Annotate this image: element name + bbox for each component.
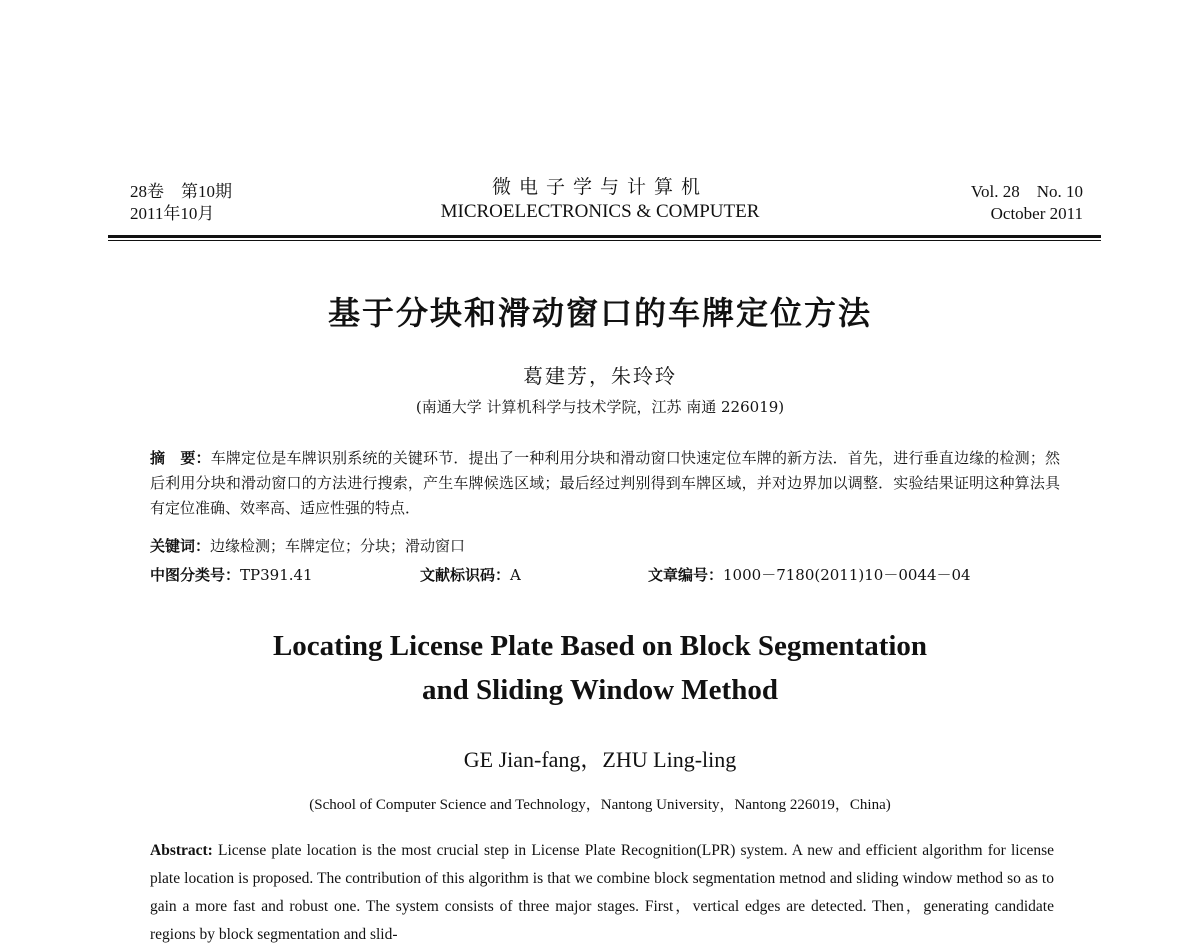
document-code <box>420 564 648 585</box>
abstract-cn <box>150 446 1060 521</box>
journal-name-en: MICROELECTRONICS & COMPUTER <box>440 201 760 222</box>
affiliation-en: (School of Computer Science and Technology，Nantong University，Nantong 226019，China) <box>309 797 891 813</box>
authors-cn: 葛建芳，朱玲玲 <box>523 364 677 388</box>
document-code-label: 文献标识码： <box>420 566 511 584</box>
issue-info-en <box>900 181 1083 225</box>
issue-info <box>130 181 232 225</box>
volume-issue: 28卷 第10期 <box>130 182 232 201</box>
classification-row <box>150 564 1050 585</box>
volume-issue-en: Vol. 28 No. 10 <box>970 182 1083 201</box>
clc-value: TP391.41 <box>240 566 313 584</box>
abstract-cn-text: 车牌定位是车牌识别系统的关键环节．提出了一种利用分块和滑动窗口快速定位车牌的新方法．首先，进行垂直边缘的检测；然后利用分块和滑动窗口的方法进行搜索，产生车牌候选区域；最后经过判别得到车牌区域，并对边界加以调整．实验结果证明这种算法具有定位准确、效率高、适应性强的特点． <box>150 449 1060 517</box>
journal-name-cn: 微电子学与计算机 <box>491 177 708 198</box>
keywords-cn-text: 边缘检测；车牌定位；分块；滑动窗口 <box>210 537 466 555</box>
keywords-cn-label: 关键词： <box>150 537 211 555</box>
title-en-line1: Locating License Plate Based on Block Segmentation <box>272 630 928 662</box>
abstract-en <box>150 837 1054 949</box>
abstract-en-text: License plate location is the most crucial step in License Plate Recognition(LPR) system. A new and efficient algorithm for license plate location is proposed. The contribution of this algorithm is that we combine block segmentation metnod and sliding window method so as to gain a more fast and robust one. The system consists of three major stages. First，vertical edges are detected. Then，generating candidate regions by block segmentation and slid- <box>150 842 1055 943</box>
document-code-value: A <box>510 566 521 584</box>
title-cn: 基于分块和滑动窗口的车牌定位方法 <box>327 294 872 332</box>
publication-date-en: October 2011 <box>990 204 1083 223</box>
journal-name <box>350 176 850 224</box>
header-rule-thin <box>108 240 1101 241</box>
article-number-label: 文章编号： <box>648 566 724 584</box>
article-number-value: 1000－7180(2011)10－0044－04 <box>723 566 971 584</box>
authors-en: GE Jian-fang，ZHU Ling-ling <box>463 747 737 772</box>
abstract-cn-label: 摘 要： <box>150 449 211 467</box>
publication-date: 2011年10月 <box>130 204 215 223</box>
header-rule-thick <box>108 235 1101 238</box>
keywords-cn <box>150 535 465 556</box>
abstract-en-label: Abstract: <box>150 842 213 859</box>
article-number <box>648 564 971 585</box>
title-en <box>100 624 1100 712</box>
clc-label: 中图分类号： <box>150 566 241 584</box>
title-en-line2: and Sliding Window Method <box>422 674 778 706</box>
clc-code <box>150 564 420 585</box>
affiliation-cn: (南通大学 计算机科学与技术学院，江苏 南通 226019) <box>415 398 785 416</box>
